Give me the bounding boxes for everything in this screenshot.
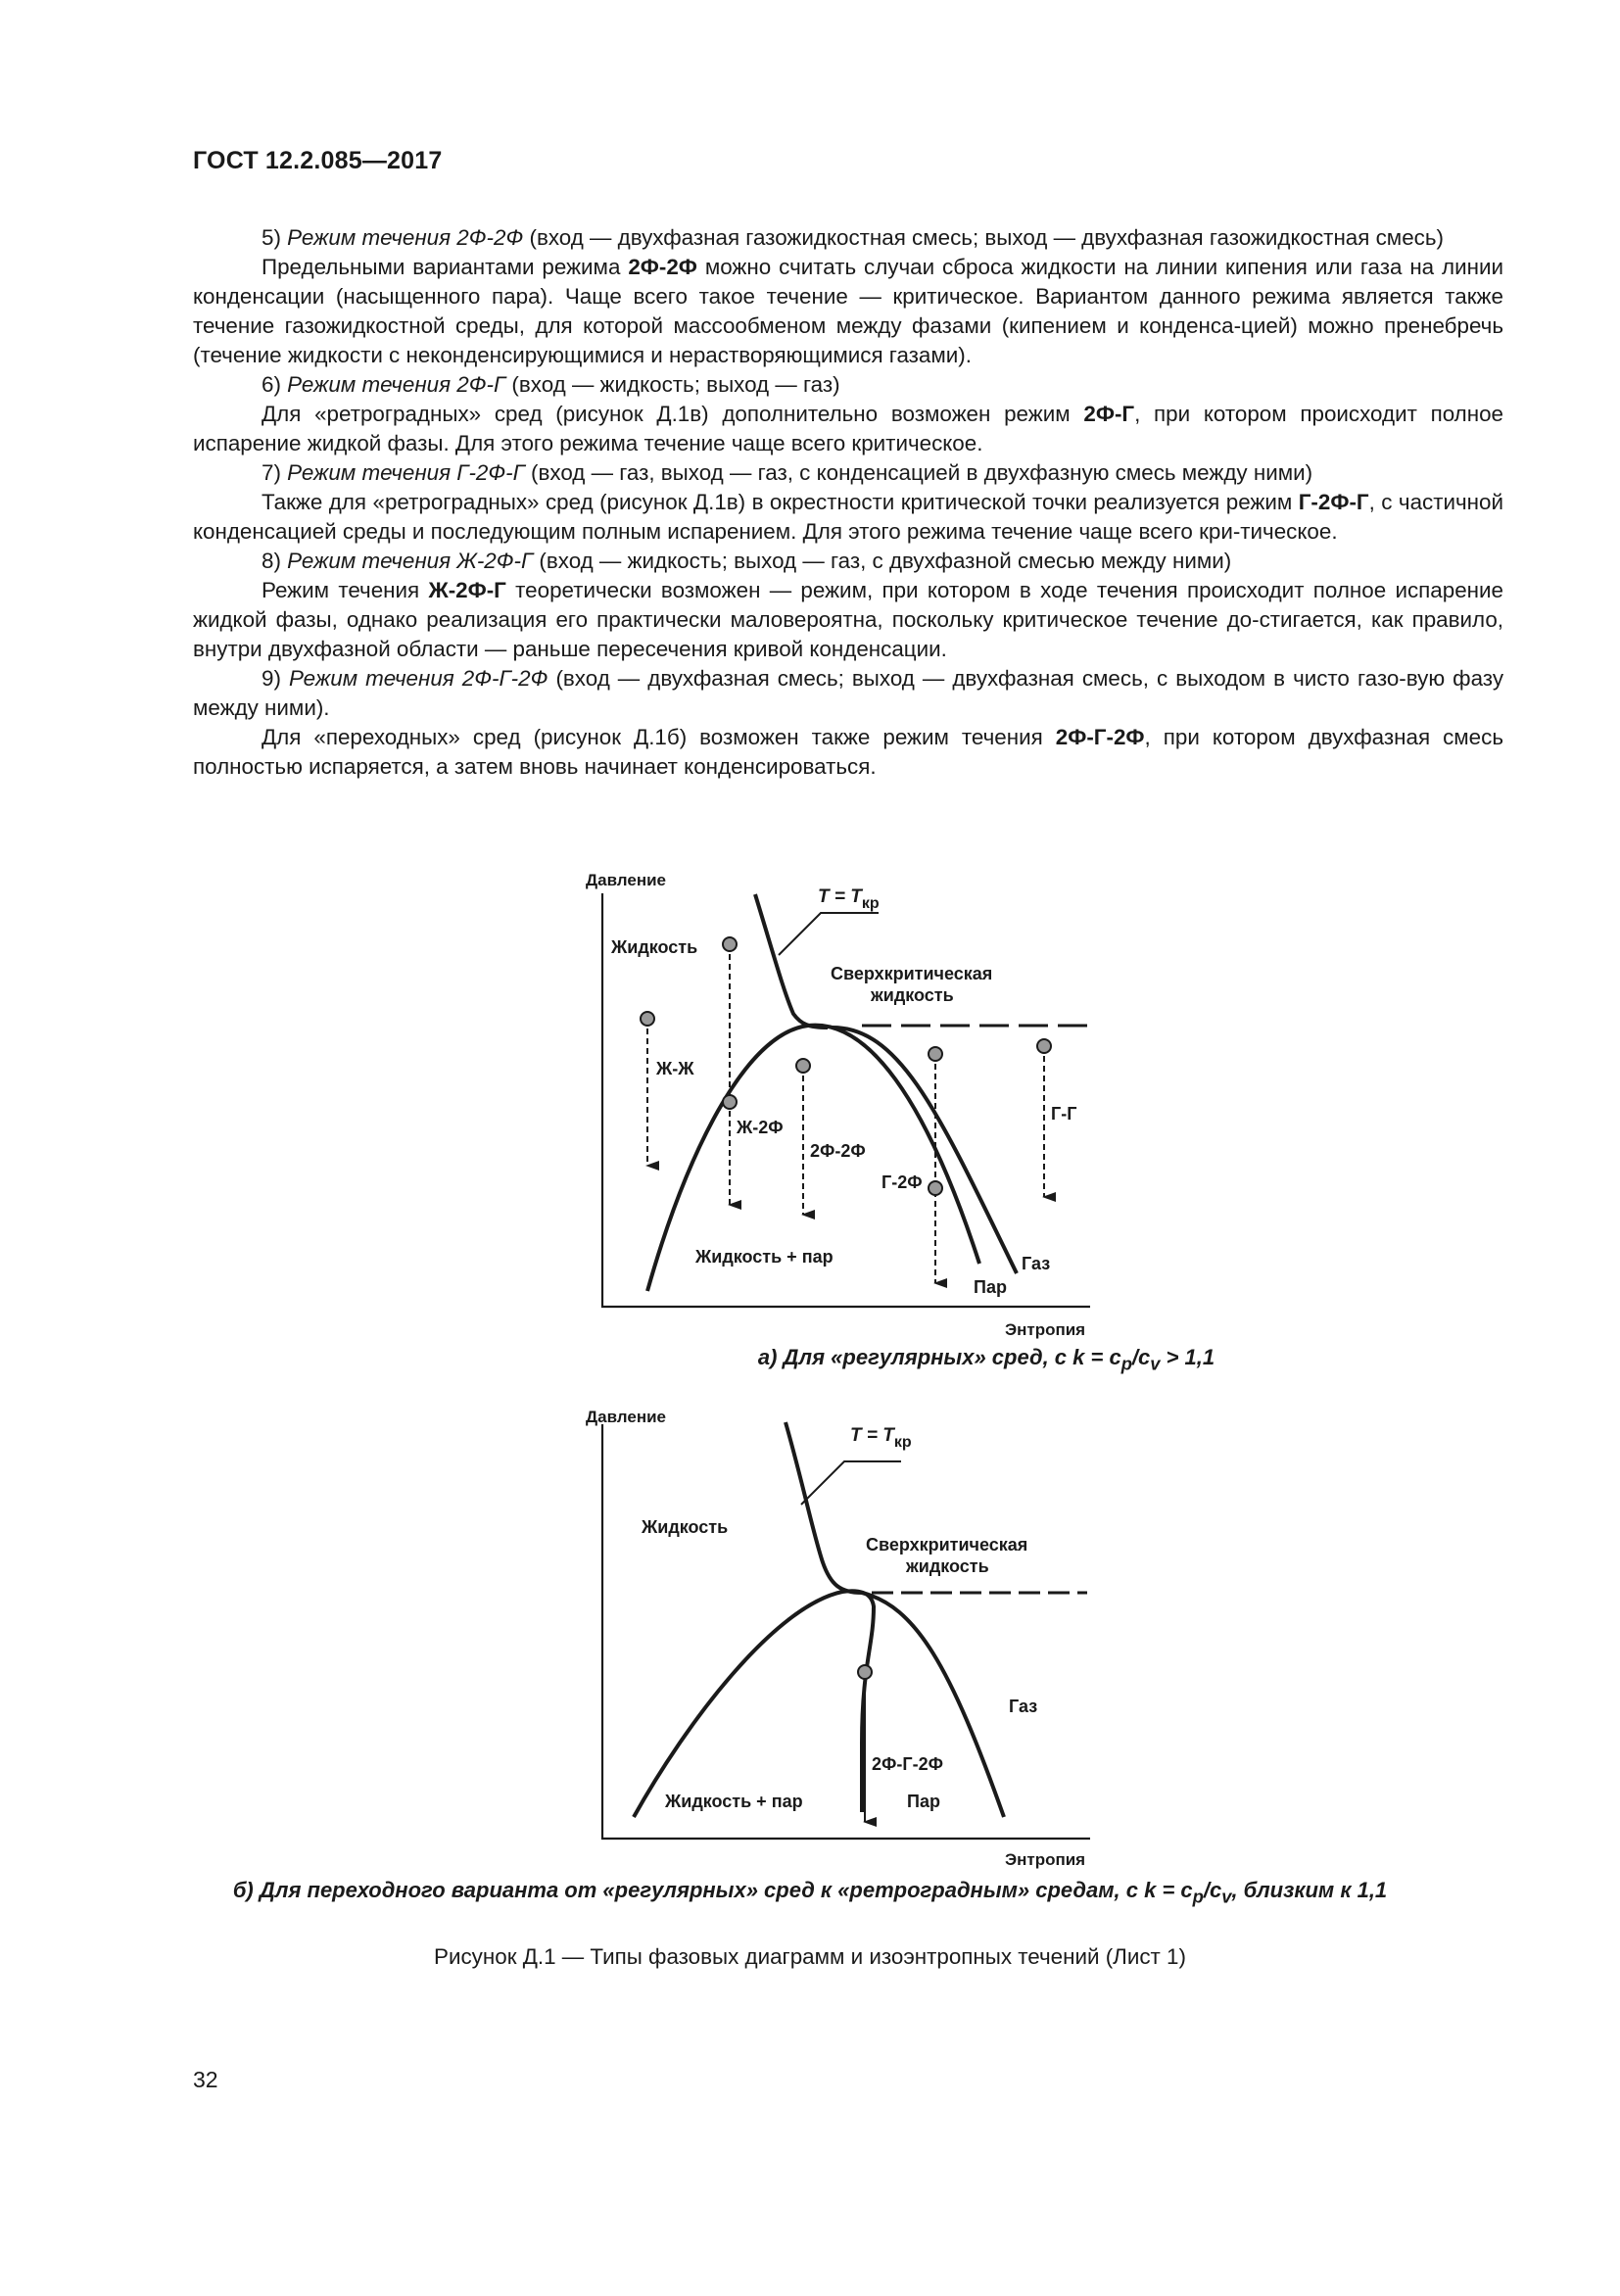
figure-b-gas-label: Газ (1009, 1697, 1038, 1716)
figure-b-axes (602, 1424, 1090, 1839)
figure-b-isotherm-leader (801, 1461, 901, 1505)
figure-a-x-label: Энтропия (1005, 1320, 1086, 1339)
figure-b-liquid-label: Жидкость (642, 1517, 729, 1537)
paragraph-mode-7: 7) Режим течения Г-2Ф-Г (вход — газ, выход — газ, с конденсацией в двухфазную смесь между ними) (262, 460, 1313, 485)
figure-b-y-label: Давление (586, 1408, 666, 1426)
figure-a-t-label: $T = T_{кр}$ (818, 886, 880, 912)
figure-caption: Рисунок Д.1 — Типы фазовых диаграмм и изоэнтропных течений (Лист 1) (434, 1944, 1186, 1969)
figure-b-vapor-label: Пар (907, 1792, 940, 1811)
figure-b-critical-isotherm (786, 1422, 862, 1593)
figure-b-mode-label: 2Ф-Г-2Ф (872, 1754, 943, 1774)
figure-b-caption: б) Для переходного варианта от «регулярных» сред к «ретроградным» средам, с $k = c_p/c_v$, близким к 1,1 (232, 1878, 1388, 1907)
figure-a-2f-2f-label: 2Ф-2Ф (810, 1141, 866, 1161)
page-number: 32 (193, 2067, 218, 2092)
figure-a-g-2f-label: Г-2Ф (881, 1172, 923, 1192)
paragraph-mode-8: 8) Режим течения Ж-2Ф-Г (вход — жидкость; выход — газ, с двухфазной смесью между ними) (262, 549, 1232, 573)
figure-b-liquid-vapor-label: Жидкость + пар (665, 1792, 803, 1811)
figure-a-caption: а) Для «регулярных» сред, с $k = c_p/c_v > 1,1$ (757, 1345, 1215, 1374)
paragraph-mode-6: 6) Режим течения 2Ф-Г (вход — жидкость; выход — газ) (262, 372, 840, 397)
figure-a-supercritical-label-1: Сверхкритическая (831, 964, 993, 983)
document-header: ГОСТ 12.2.085—2017 (193, 147, 443, 174)
figure-a-gas-label: Газ (1022, 1254, 1051, 1273)
figure-a-g-g-label: Г-Г (1051, 1104, 1077, 1124)
paragraph-mode-7-desc: Также для «ретроградных» сред (рисунок Д.1в) в окрестности критической точки реализуется режим Г-2Ф-Г, с частичной конденсацией среды и последующим полным испарением. Для этого режима течение чаще всего кри-тическое. (193, 490, 1503, 544)
paragraph-mode-9: 9) Режим течения 2Ф-Г-2Ф (вход — двухфазная смесь; выход — двухфазная смесь, с выходом в чисто газо-вую фазу между ними). (193, 666, 1504, 720)
figure-a-supercritical-label-2: жидкость (871, 985, 954, 1005)
figure-b-x-label: Энтропия (1005, 1850, 1086, 1869)
paragraph-mode-5: 5) Режим течения 2Ф-2Ф (вход — двухфазная газожидкостная смесь; выход — двухфазная газожидкостная смесь) (262, 225, 1444, 250)
figure-b-t-label: $T = T_{кр}$ (850, 1425, 912, 1451)
paragraph-mode-8-desc: Режим течения Ж-2Ф-Г теоретически возможен — режим, при котором в ходе течения происходит полное испарение жидкой фазы, однако реализация его практически маловероятна, поскольку критическое течение до-стигается, как правило, внутри двухфазной области — раньше пересечения кривой конденсации. (193, 578, 1503, 661)
figure-a-vapor-label: Пар (974, 1277, 1007, 1297)
point-2f-g-2f (858, 1665, 872, 1679)
figure-b-gas-curve (862, 1593, 1004, 1817)
paragraph-mode-6-desc: Для «ретроградных» сред (рисунок Д.1в) дополнительно возможен режим 2Ф-Г, при котором происходит полное испарение жидкой фазы. Для этого режима течение чаще всего критическое. (193, 402, 1503, 455)
paragraph-mode-9-desc: Для «переходных» сред (рисунок Д.1б) возможен также режим течения 2Ф-Г-2Ф, при котором двухфазная смесь полностью испаряется, а затем вновь начинает конденсироваться. (193, 725, 1503, 779)
figure-a-y-label: Давление (586, 871, 666, 889)
paragraph-mode-5-desc: Предельными вариантами режима 2Ф-2Ф можно считать случаи сброса жидкости на линии кипения или газа на линии конденсации (насыщенного пара). Чаще всего такое течение — критическое. Вариантом данного режима является также течение газожидкостной среды, для которой массообменом между фазами (кипением и конденса-цией) можно пренебречь (течение жидкости с неконденсирующимися и нерастворяющимися газами). (193, 255, 1504, 367)
figure-b-supercritical-label-1: Сверхкритическая (866, 1535, 1028, 1555)
figure-a-liquid-label: Жидкость (611, 937, 698, 957)
figure-a-zh-zh-label: Ж-Ж (656, 1059, 694, 1078)
figure-b-supercritical-label-2: жидкость (906, 1556, 989, 1576)
figure-b-saturation-curve (634, 1591, 874, 1817)
figure-a-zh-2f-label: Ж-2Ф (737, 1118, 784, 1137)
figure-a-liquid-vapor-label: Жидкость + пар (695, 1247, 834, 1267)
